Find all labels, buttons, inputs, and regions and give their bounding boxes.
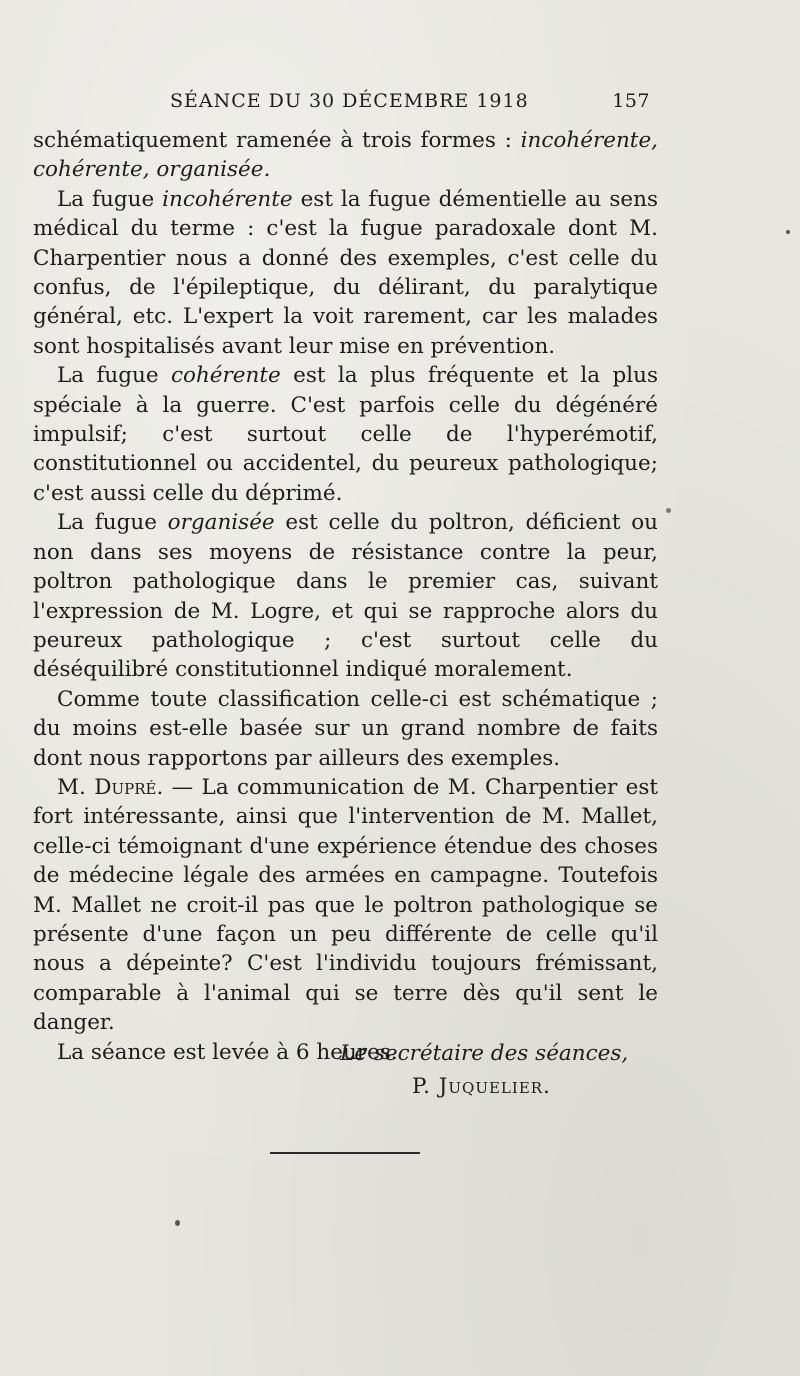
paragraph-2-text: est la fugue démentielle au sens médical du terme : c'est la fugue paradoxale dont M. Charpentier nous a donné des exemples, c'est celle du confus, de l'épileptique, du délirant, du paralytique général, etc. L'expert la voit rarement, car les malades sont hospitalisés avant leur mise en prévention. xyxy=(33,186,658,359)
speaker-name: Dupré xyxy=(94,774,157,800)
paragraph-4-term: organisée xyxy=(167,510,275,536)
scan-speck xyxy=(666,508,671,513)
paragraph-6 xyxy=(33,773,658,1038)
paragraph-4 xyxy=(33,508,658,684)
signature-name: P. Juquelier. xyxy=(412,1074,551,1099)
paragraph-3-term: cohérente xyxy=(170,363,281,389)
paragraph-6-lead: M. xyxy=(57,774,95,800)
page-number: 157 xyxy=(612,90,650,112)
body-text xyxy=(33,126,658,1067)
paragraph-3-text: est la plus fréquente et la plus spéciale à la guerre. C'est parfois celle du dégénéré impulsif; c'est surtout celle de l'hyperémotif, constitutionnel ou accidentel, du peureux pathologique; c'est aussi celle du déprimé. xyxy=(33,363,658,506)
signature-role: Le secrétaire des séances, xyxy=(340,1041,629,1066)
paragraph-7: La séance est levée à 6 heures. xyxy=(57,1039,398,1065)
paragraph-3-lead: La fugue xyxy=(57,363,171,389)
paragraph-1-text: schématiquement ramenée à trois formes : xyxy=(33,128,521,153)
signature-block xyxy=(340,1037,660,1103)
closing-rule xyxy=(270,1152,420,1154)
paragraph-1-italic: incohérente, cohérente, organisée. xyxy=(33,128,658,183)
paragraph-3 xyxy=(33,361,658,508)
running-head: SÉANCE DU 30 DÉCEMBRE 1918 xyxy=(170,90,529,112)
page-header xyxy=(170,86,650,116)
scan-speck xyxy=(175,1220,180,1226)
paragraph-6-text: . — La communication de M. Charpentier est fort intéressante, ainsi que l'intervention de M. Mallet, celle-ci témoignant d'une expérience étendue des choses de médecine légale des armées en campagne. Toutefois M. Mallet ne croit-il pas que le poltron pathologique se présente d'une façon un peu différente de celle qu'il nous a dépeinte? C'est l'individu toujours frémissant, comparable à l'animal qui se terre dès qu'il sent le danger. xyxy=(33,774,658,1036)
paragraph-2 xyxy=(33,185,658,361)
paragraph-4-lead: La fugue xyxy=(57,510,168,536)
paragraph-4-text: est celle du poltron, déficient ou non dans ses moyens de résistance contre la peur, poltron pathologique dans le premier cas, suivant l'expression de M. Logre, et qui se rapproche alors du peureux pathologique ; c'est surtout celle du déséquilibré constitutionnel indiqué moralement. xyxy=(33,510,658,683)
scan-speck xyxy=(786,230,790,234)
paragraph-2-lead: La fugue xyxy=(57,186,163,212)
paragraph-5: Comme toute classification celle-ci est schématique ; du moins est-elle basée sur un grand nombre de faits dont nous rapportons par ailleurs des exemples. xyxy=(33,686,658,771)
paragraph-1 xyxy=(33,126,658,185)
paragraph-2-term: incohérente xyxy=(162,186,293,212)
